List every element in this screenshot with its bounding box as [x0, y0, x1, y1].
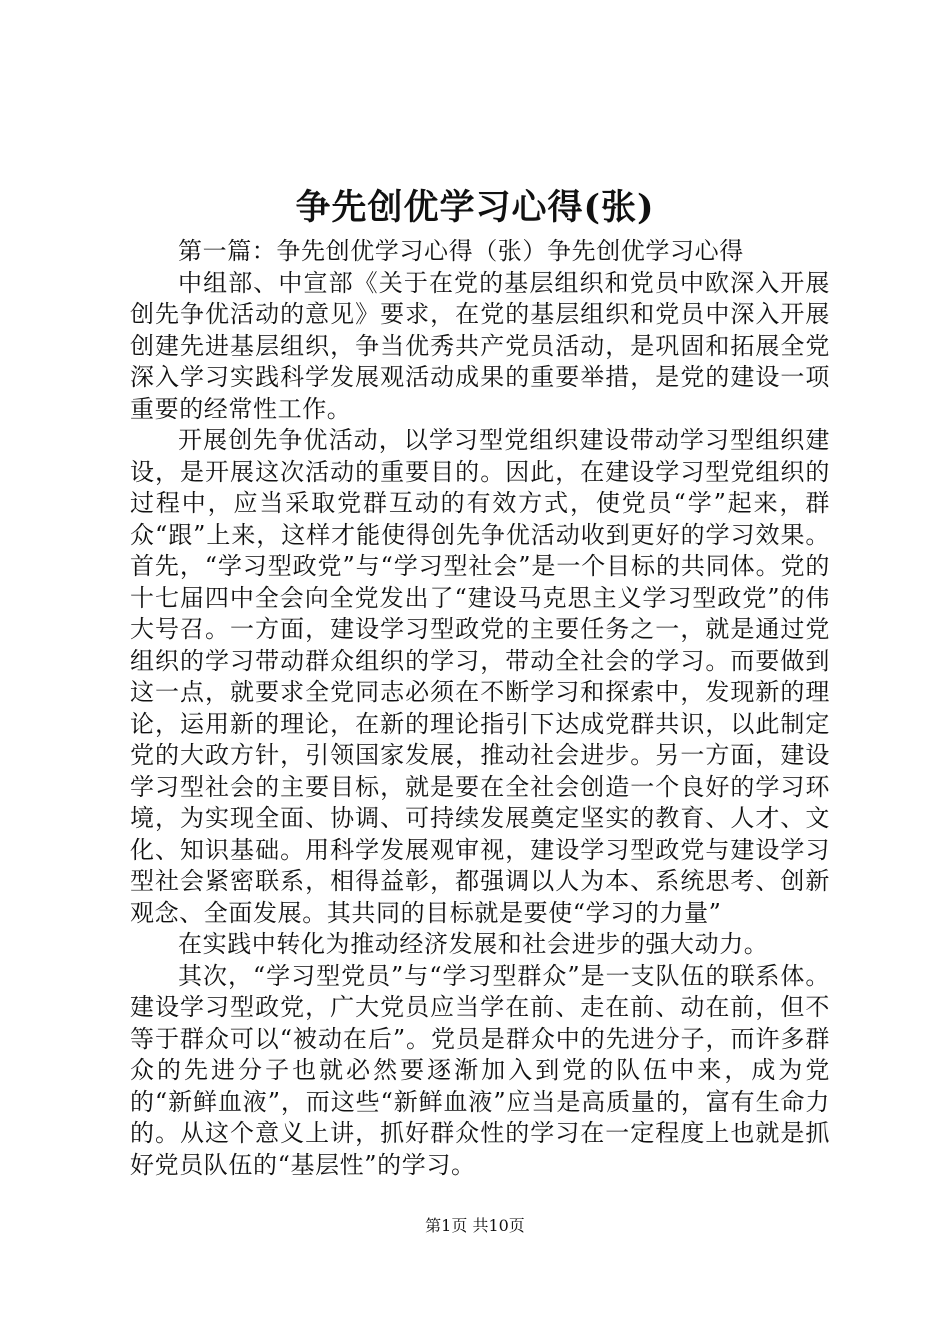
document-body	[130, 236, 830, 1181]
paragraph-heading: 第一篇：争先创优学习心得（张）争先创优学习心得	[178, 237, 744, 265]
paragraph: 开展创先争优活动，以学习型党组织建设带动学习型组织建设，是开展这次活动的重要目的。因此，在建设学习型党组织的过程中，应当采取党群互动的有效方式，使党员“学”起来，群众“跟”上来，这样才能使得创先争优活动收到更好的学习效果。首先，“学习型政党”与“学习型社会”是一个目标的共同体。党的十七届四中全会向全党发出了“建设马克思主义学习型政党”的伟大号召。一方面，建设学习型政党的主要任务之一，就是通过党组织的学习带动群众组织的学习，带动全社会的学习。而要做到这一点，就要求全党同志必须在不断学习和探索中，发现新的理论，运用新的理论，在新的理论指引下达成党群共识，以此制定党的大政方针，引领国家发展，推动社会进步。另一方面，建设学习型社会的主要目标，就是要在全社会创造一个良好的学习环境，为实现全面、协调、可持续发展奠定坚实的教育、人才、文化、知识基础。用科学发展观审视，建设学习型政党与建设学习型社会紧密联系，相得益彰，都强调以人为本、系统思考、创新观念、全面发展。其共同的目标就是要使“学习的力量”	[130, 426, 830, 927]
page-number-footer: 第1页 共10页	[425, 1216, 525, 1235]
paragraph: 中组部、中宣部《关于在党的基层组织和党员中欧深入开展创先争优活动的意见》要求，在党的基层组织和党员中深入开展创建先进基层组织，争当优秀共产党员活动，是巩固和拓展全党深入学习实践科学发展观活动成果的重要举措，是党的建设一项重要的经常性工作。	[130, 268, 830, 423]
document-title: 争先创优学习心得(张)	[295, 187, 655, 228]
paragraph: 在实践中转化为推动经济发展和社会进步的强大动力。	[178, 930, 769, 958]
paragraph: 其次，“学习型党员”与“学习型群众”是一支队伍的联系体。建设学习型政党，广大党员应当学在前、走在前、动在前，但不等于群众可以“被动在后”。党员是群众中的先进分子，而许多群众的先进分子也就必然要逐渐加入到党的队伍中来，成为党的“新鲜血液”，而这些“新鲜血液”应当是高质量的，富有生命力的。从这个意义上讲，抓好群众性的学习在一定程度上也就是抓好党员队伍的“基层性”的学习。	[130, 961, 830, 1179]
